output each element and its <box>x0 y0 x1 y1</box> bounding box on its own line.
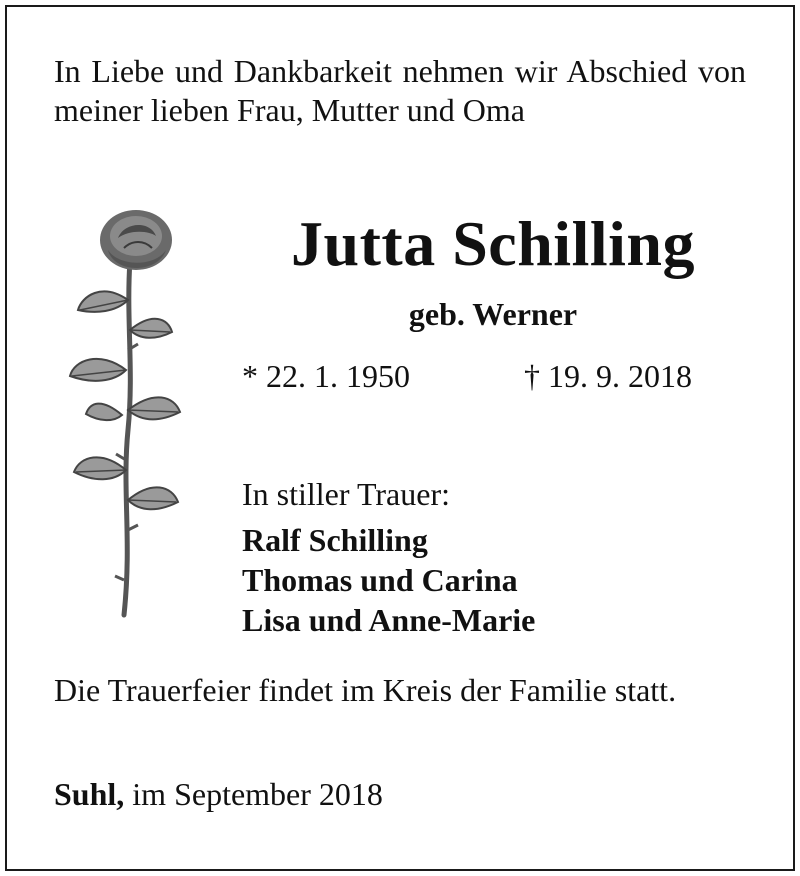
mourner-name: Ralf Schilling <box>242 522 428 558</box>
rose-icon <box>62 200 192 630</box>
mourner-name: Thomas und Carina <box>242 562 518 598</box>
death-date: † 19. 9. 2018 <box>524 358 692 394</box>
maiden-name: geb. Werner <box>408 296 578 332</box>
deceased-name: Jutta Schilling <box>290 208 696 279</box>
place-date: im September 2018 <box>124 776 383 812</box>
birth-date: * 22. 1. 1950 <box>242 358 410 394</box>
place-city: Suhl, <box>54 776 125 812</box>
intro-text: In Liebe und Dankbarkeit nehmen wir Abschied von meiner lieben Frau, Mutter und Oma <box>54 53 746 128</box>
funeral-note: Die Trauerfeier findet im Kreis der Familie statt. <box>54 672 677 708</box>
mourners-list <box>242 520 535 640</box>
mourning-label: In stiller Trauer: <box>242 476 450 512</box>
place-and-date <box>54 774 383 814</box>
mourner-name: Lisa und Anne-Marie <box>242 602 536 638</box>
